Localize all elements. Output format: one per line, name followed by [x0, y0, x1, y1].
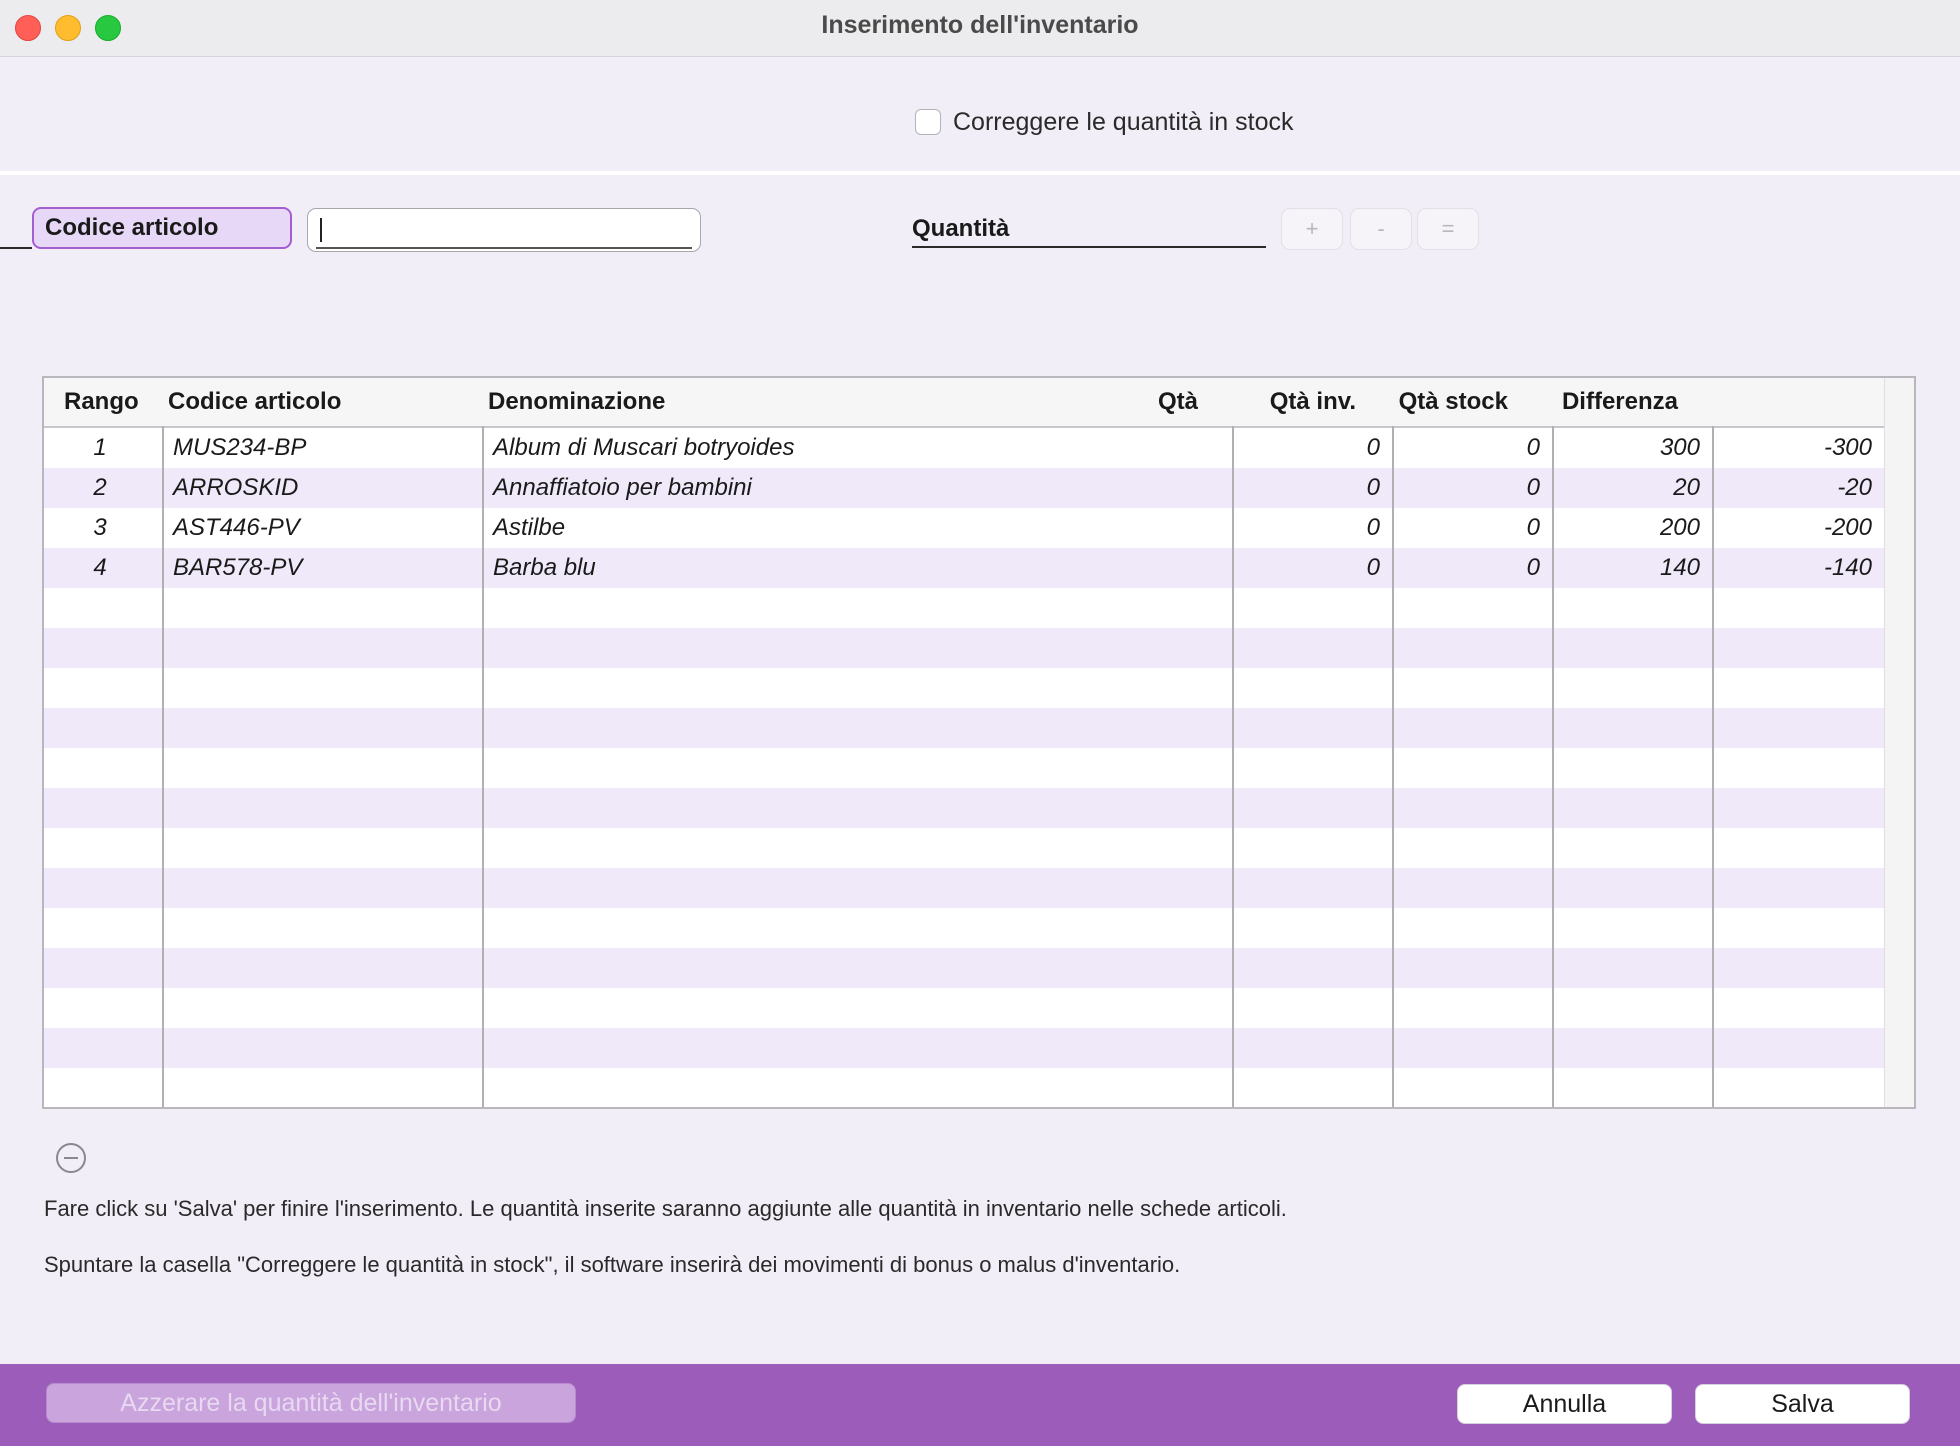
- entry-rule: [0, 247, 32, 249]
- title-bar: [0, 0, 1960, 57]
- cell-qta: 0: [1366, 554, 1380, 581]
- column-header-qta-stock[interactable]: Qtà stock: [1398, 388, 1508, 415]
- set-quantity-button[interactable]: =: [1417, 208, 1479, 250]
- text-caret: [320, 218, 322, 242]
- cell-rango: 2: [93, 474, 107, 501]
- cell-qta-stock: 200: [1659, 514, 1700, 541]
- column-divider: [1712, 426, 1714, 1109]
- column-divider: [162, 426, 164, 1109]
- table-scrollbar[interactable]: [1884, 378, 1915, 1107]
- cell-qta-inv: 0: [1526, 434, 1540, 461]
- empty-table-row[interactable]: [44, 908, 1884, 948]
- table-row[interactable]: [44, 468, 1884, 508]
- empty-table-row[interactable]: [44, 668, 1884, 708]
- info-text-save: Fare click su 'Salva' per finire l'inserimento. Le quantità inserite saranno aggiunte alle quantità in inventario nelle schede articoli.: [44, 1196, 1287, 1221]
- quantity-label: Quantità: [912, 212, 1266, 248]
- window-title: Inserimento dell'inventario: [821, 11, 1139, 39]
- cell-codice: BAR578-PV: [173, 554, 303, 581]
- column-divider: [482, 426, 484, 1109]
- cell-qta-inv: 0: [1526, 474, 1540, 501]
- empty-table-row[interactable]: [44, 868, 1884, 908]
- cell-qta: 0: [1366, 474, 1380, 501]
- table-row[interactable]: [44, 548, 1884, 588]
- correct-stock-label: Correggere le quantità in stock: [953, 107, 1294, 136]
- cell-differenza: -200: [1823, 514, 1872, 541]
- cell-denominazione: Astilbe: [493, 514, 566, 541]
- empty-table-row[interactable]: [44, 788, 1884, 828]
- column-header-denominazione[interactable]: Denominazione: [488, 388, 666, 415]
- cell-qta-inv: 0: [1526, 514, 1540, 541]
- empty-table-row[interactable]: [44, 1028, 1884, 1068]
- cell-denominazione: Album di Muscari botryoides: [493, 434, 795, 461]
- article-code-label: Codice articolo: [32, 207, 292, 249]
- cell-denominazione: Annaffiatoio per bambini: [493, 474, 752, 501]
- input-underline: [316, 247, 692, 249]
- empty-table-row[interactable]: [44, 988, 1884, 1028]
- cell-rango: 1: [93, 434, 107, 461]
- remove-row-button[interactable]: [56, 1143, 86, 1173]
- empty-table-row[interactable]: [44, 628, 1884, 668]
- article-code-input[interactable]: [307, 208, 701, 252]
- table-header: [44, 378, 1884, 428]
- cell-differenza: -140: [1823, 554, 1872, 581]
- correct-stock-option[interactable]: [915, 107, 1293, 137]
- cell-codice: AST446-PV: [173, 514, 300, 541]
- empty-table-row[interactable]: [44, 1068, 1884, 1108]
- save-button[interactable]: Salva: [1695, 1384, 1910, 1424]
- footer-bar: [0, 1364, 1960, 1446]
- cell-differenza: -20: [1837, 474, 1872, 501]
- cell-rango: 3: [93, 514, 107, 541]
- column-divider: [1392, 426, 1394, 1109]
- reset-inventory-button[interactable]: Azzerare la quantità dell'inventario: [46, 1383, 576, 1423]
- column-header-codice[interactable]: Codice articolo: [168, 388, 342, 415]
- cell-qta-stock: 300: [1659, 434, 1700, 461]
- column-header-rango[interactable]: Rango: [64, 388, 139, 415]
- empty-table-row[interactable]: [44, 948, 1884, 988]
- column-header-differenza[interactable]: Differenza: [1561, 388, 1678, 415]
- correct-stock-checkbox[interactable]: [915, 109, 941, 135]
- cell-qta-stock: 140: [1659, 554, 1700, 581]
- cell-rango: 4: [93, 554, 107, 581]
- cell-qta: 0: [1366, 434, 1380, 461]
- column-divider: [1552, 426, 1554, 1109]
- cell-denominazione: Barba blu: [493, 554, 596, 581]
- cell-qta-inv: 0: [1526, 554, 1540, 581]
- table-row[interactable]: [44, 508, 1884, 548]
- column-header-qta[interactable]: Qtà: [1157, 388, 1198, 415]
- column-divider: [1232, 426, 1234, 1109]
- section-divider: [0, 171, 1960, 175]
- empty-table-row[interactable]: [44, 828, 1884, 868]
- table-row[interactable]: [44, 428, 1884, 468]
- column-header-qta-inv[interactable]: Qtà inv.: [1269, 388, 1356, 415]
- cell-qta: 0: [1366, 514, 1380, 541]
- empty-table-row[interactable]: [44, 708, 1884, 748]
- cell-codice: MUS234-BP: [173, 434, 307, 461]
- info-text-correct-stock: Spuntare la casella "Correggere le quantità in stock", il software inserirà dei movimenti di bonus o malus d'inventario.: [44, 1252, 1181, 1277]
- subtract-quantity-button[interactable]: -: [1350, 208, 1412, 250]
- cancel-button[interactable]: Annulla: [1457, 1384, 1672, 1424]
- cell-differenza: -300: [1823, 434, 1872, 461]
- add-quantity-button[interactable]: +: [1281, 208, 1343, 250]
- empty-table-row[interactable]: [44, 748, 1884, 788]
- inventory-table: [42, 376, 1916, 1109]
- cell-qta-stock: 20: [1673, 474, 1700, 501]
- empty-table-row[interactable]: [44, 588, 1884, 628]
- cell-codice: ARROSKID: [173, 474, 299, 501]
